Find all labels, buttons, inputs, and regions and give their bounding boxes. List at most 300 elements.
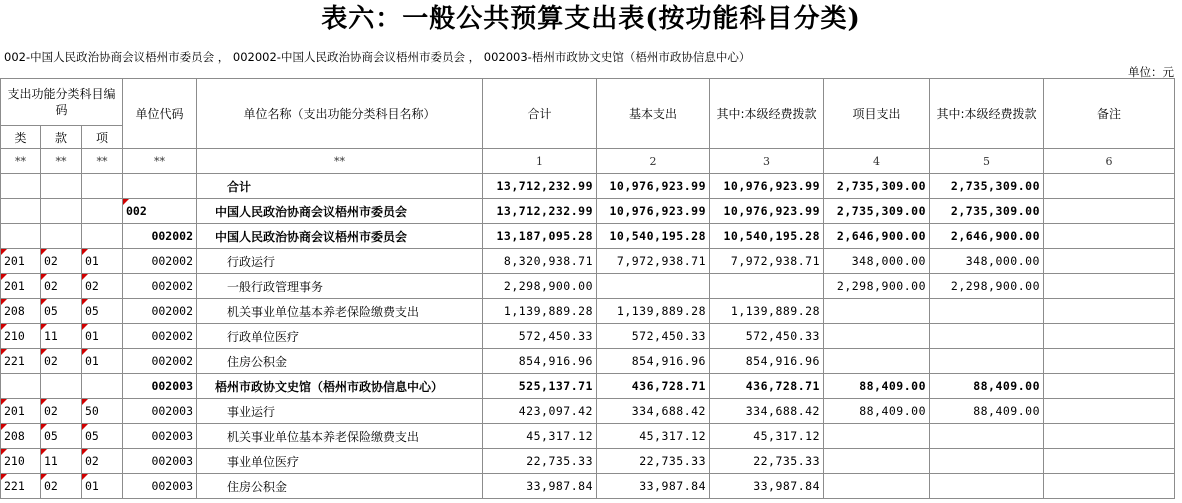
basic-own-cell [710, 449, 824, 474]
index-cell: ** [1, 149, 41, 174]
lei-cell [1, 374, 41, 399]
xiang-cell-text: 01 [85, 354, 99, 368]
xiang-cell-text: 02 [85, 454, 99, 468]
index-cell: 2 [597, 149, 710, 174]
lei-cell-text: 210 [4, 454, 25, 468]
basic-own-cell [710, 274, 824, 299]
kuan-cell-text: 02 [44, 354, 58, 368]
lei-cell [1, 324, 41, 349]
basic-own-cell-text: 10,976,923.99 [723, 179, 820, 193]
xiang-cell-text: 01 [85, 479, 99, 493]
table-row [1, 324, 1175, 349]
project-header: 项目支出 [824, 79, 930, 149]
kuan-cell-text: 02 [44, 279, 58, 293]
kuan-cell-text: 11 [44, 329, 58, 343]
unit-name-cell-text: 住房公积金 [227, 354, 288, 369]
unit-code-cell [123, 274, 197, 299]
basic-own-cell-text: 10,976,923.99 [723, 204, 820, 218]
index-cell: ** [197, 149, 483, 174]
comment-marker-icon [82, 449, 88, 455]
project-cell-text: 348,000.00 [851, 254, 926, 268]
basic-own-cell [710, 349, 824, 374]
project-cell-text: 88,409.00 [859, 379, 926, 393]
unit-name-cell [197, 399, 483, 424]
comment-marker-icon [41, 474, 47, 480]
project-cell [824, 274, 930, 299]
note-cell [1044, 474, 1175, 499]
total-cell-text: 525,137.71 [518, 379, 593, 393]
basic-cell [597, 299, 710, 324]
xiang-cell [82, 449, 123, 474]
note-cell [1044, 324, 1175, 349]
basic-cell-text: 10,976,923.99 [609, 179, 706, 193]
comment-marker-icon [1, 249, 7, 255]
table-row [1, 424, 1175, 449]
unit-code-cell [123, 399, 197, 424]
total-cell-text: 2,298,900.00 [503, 279, 593, 293]
comment-marker-icon [41, 449, 47, 455]
basic-cell-text: 10,540,195.28 [609, 229, 706, 243]
basic-cell-text: 7,972,938.71 [616, 254, 706, 268]
unit-name-cell-text: 行政运行 [227, 254, 276, 269]
note-cell [1044, 274, 1175, 299]
table-row [1, 224, 1175, 249]
project-cell-text: 2,646,900.00 [836, 229, 926, 243]
unit-name-cell [197, 424, 483, 449]
basic-cell [597, 424, 710, 449]
project-cell [824, 349, 930, 374]
unit-name-header: 单位名称（支出功能分类科目名称） [197, 79, 483, 149]
xiang-cell [82, 374, 123, 399]
project-own-cell-text: 88,409.00 [973, 379, 1040, 393]
comment-marker-icon [123, 199, 129, 205]
kuan-cell [41, 424, 82, 449]
lei-cell-text: 210 [4, 329, 25, 343]
table-row [1, 299, 1175, 324]
lei-cell-text: 201 [4, 254, 25, 268]
table-row [1, 349, 1175, 374]
unit-code-cell-text: 002002 [151, 254, 193, 268]
comment-marker-icon [1, 299, 7, 305]
comment-marker-icon [41, 349, 47, 355]
lei-cell [1, 474, 41, 499]
basic-own-cell-text: 10,540,195.28 [723, 229, 820, 243]
project-own-cell [930, 324, 1044, 349]
basic-own-cell [710, 374, 824, 399]
basic-own-cell-text: 436,728.71 [745, 379, 820, 393]
comment-marker-icon [82, 349, 88, 355]
basic-own-cell [710, 399, 824, 424]
total-cell [483, 474, 597, 499]
total-cell-text: 33,987.84 [526, 479, 593, 493]
kuan-cell-text: 11 [44, 454, 58, 468]
total-cell [483, 424, 597, 449]
total-cell-text: 13,712,232.99 [496, 179, 593, 193]
lei-cell-text: 221 [4, 479, 25, 493]
comment-marker-icon [82, 299, 88, 305]
total-cell [483, 374, 597, 399]
kuan-cell-text: 05 [44, 304, 58, 318]
basic-own-cell [710, 424, 824, 449]
unit-code-cell-text: 002003 [151, 429, 193, 443]
lei-cell [1, 274, 41, 299]
unit-code-header: 单位代码 [123, 79, 197, 149]
lei-header: 类 [1, 126, 41, 149]
project-own-cell [930, 374, 1044, 399]
xiang-cell [82, 399, 123, 424]
total-cell [483, 324, 597, 349]
project-own-cell [930, 474, 1044, 499]
unit-name-cell-text: 合计 [227, 179, 252, 194]
total-cell [483, 299, 597, 324]
basic-cell-text: 436,728.71 [631, 379, 706, 393]
lei-cell-text: 201 [4, 279, 25, 293]
unit-name-cell [197, 199, 483, 224]
unit-code-cell-text: 002002 [151, 279, 193, 293]
project-own-cell-text: 88,409.00 [973, 404, 1040, 418]
project-own-cell [930, 274, 1044, 299]
table-row [1, 449, 1175, 474]
index-row [1, 149, 1175, 174]
basic-cell-text: 33,987.84 [639, 479, 706, 493]
basic-own-cell-text: 572,450.33 [745, 329, 820, 343]
total-cell [483, 399, 597, 424]
note-cell [1044, 174, 1175, 199]
xiang-header: 项 [82, 126, 123, 149]
project-own-cell-text: 2,735,309.00 [950, 179, 1040, 193]
table-row [1, 249, 1175, 274]
lei-cell [1, 349, 41, 374]
unit-name-cell-text: 机关事业单位基本养老保险缴费支出 [227, 429, 420, 444]
total-cell-text: 572,450.33 [518, 329, 593, 343]
index-cell: 1 [483, 149, 597, 174]
unit-code-cell-text: 002003 [151, 454, 193, 468]
unit-name-cell [197, 174, 483, 199]
unit-code-cell [123, 374, 197, 399]
basic-cell [597, 349, 710, 374]
table-row [1, 274, 1175, 299]
unit-name-cell-text: 梧州市政协文史馆（梧州市政协信息中心） [215, 379, 444, 394]
comment-marker-icon [41, 324, 47, 330]
kuan-header: 款 [41, 126, 82, 149]
total-cell-text: 1,139,889.28 [503, 304, 593, 318]
basic-own-cell [710, 224, 824, 249]
basic-header: 基本支出 [597, 79, 710, 149]
total-header: 合计 [483, 79, 597, 149]
unit-code-cell [123, 324, 197, 349]
basic-cell-text: 45,317.12 [639, 429, 706, 443]
project-own-cell [930, 349, 1044, 374]
basic-own-cell [710, 174, 824, 199]
index-cell: ** [123, 149, 197, 174]
project-cell-text: 88,409.00 [859, 404, 926, 418]
total-cell [483, 349, 597, 374]
xiang-cell [82, 224, 123, 249]
unit-name-cell [197, 349, 483, 374]
basic-cell [597, 399, 710, 424]
unit-code-cell [123, 224, 197, 249]
lei-cell [1, 199, 41, 224]
budget-table [0, 78, 1175, 499]
basic-cell [597, 324, 710, 349]
basic-cell [597, 224, 710, 249]
note-cell [1044, 424, 1175, 449]
note-cell [1044, 249, 1175, 274]
lei-cell-text: 201 [4, 404, 25, 418]
report-title: 表六：一般公共预算支出表(按功能科目分类) [321, 4, 861, 34]
index-cell: ** [82, 149, 123, 174]
xiang-cell-text: 01 [85, 254, 99, 268]
comment-marker-icon [41, 274, 47, 280]
xiang-cell [82, 274, 123, 299]
basic-own-cell-text: 334,688.42 [745, 404, 820, 418]
basic-cell [597, 449, 710, 474]
unit-name-cell [197, 224, 483, 249]
project-own-cell [930, 224, 1044, 249]
comment-marker-icon [1, 424, 7, 430]
project-cell [824, 474, 930, 499]
basic-own-cell-text: 22,735.33 [753, 454, 820, 468]
project-cell [824, 224, 930, 249]
lei-cell [1, 299, 41, 324]
kuan-cell [41, 174, 82, 199]
table-row [1, 199, 1175, 224]
comment-marker-icon [82, 324, 88, 330]
note-cell [1044, 349, 1175, 374]
kuan-cell [41, 374, 82, 399]
xiang-cell-text: 50 [85, 404, 99, 418]
func-code-header: 支出功能分类科目编码 [1, 79, 123, 126]
lei-cell-text: 208 [4, 429, 25, 443]
unit-name-cell-text: 行政单位医疗 [227, 329, 300, 344]
basic-cell [597, 474, 710, 499]
total-cell-text: 45,317.12 [526, 429, 593, 443]
xiang-cell-text: 05 [85, 429, 99, 443]
kuan-cell [41, 299, 82, 324]
lei-cell-text: 208 [4, 304, 25, 318]
project-cell-text: 2,735,309.00 [836, 179, 926, 193]
unit-scope-line: 002-中国人民政治协商会议梧州市委员会 ， 002002-中国人民政治协商会议梧州市委员会 ， 002003-梧州市政协文史馆（梧州市政协信息中心） [4, 50, 751, 64]
currency-unit-label: 单位：元 [1128, 65, 1174, 79]
index-cell: ** [41, 149, 82, 174]
unit-code-cell [123, 249, 197, 274]
unit-code-cell [123, 174, 197, 199]
unit-code-cell-text: 002003 [151, 404, 193, 418]
unit-code-cell [123, 474, 197, 499]
unit-code-cell-text: 002 [126, 204, 147, 218]
project-own-header: 其中:本级经费拨款 [930, 79, 1044, 149]
kuan-cell [41, 224, 82, 249]
kuan-cell [41, 349, 82, 374]
basic-cell-text: 854,916.96 [631, 354, 706, 368]
project-own-cell [930, 449, 1044, 474]
comment-marker-icon [41, 424, 47, 430]
unit-name-cell [197, 474, 483, 499]
unit-code-cell-text: 002003 [151, 379, 193, 393]
project-cell [824, 199, 930, 224]
total-cell [483, 274, 597, 299]
comment-marker-icon [1, 399, 7, 405]
unit-code-cell-text: 002002 [151, 354, 193, 368]
project-cell [824, 324, 930, 349]
kuan-cell [41, 399, 82, 424]
basic-cell-text: 1,139,889.28 [616, 304, 706, 318]
project-own-cell [930, 424, 1044, 449]
unit-code-cell [123, 199, 197, 224]
total-cell [483, 449, 597, 474]
xiang-cell [82, 324, 123, 349]
unit-name-cell [197, 249, 483, 274]
xiang-cell [82, 174, 123, 199]
total-cell-text: 854,916.96 [518, 354, 593, 368]
unit-code-cell [123, 424, 197, 449]
comment-marker-icon [1, 274, 7, 280]
kuan-cell-text: 02 [44, 479, 58, 493]
project-cell [824, 399, 930, 424]
comment-marker-icon [82, 249, 88, 255]
unit-name-cell-text: 一般行政管理事务 [227, 279, 324, 294]
basic-own-cell-text: 1,139,889.28 [730, 304, 820, 318]
note-header: 备注 [1044, 79, 1175, 149]
kuan-cell [41, 324, 82, 349]
basic-own-cell-text: 7,972,938.71 [730, 254, 820, 268]
basic-own-cell [710, 324, 824, 349]
total-cell-text: 13,712,232.99 [496, 204, 593, 218]
project-cell [824, 449, 930, 474]
comment-marker-icon [82, 399, 88, 405]
lei-cell [1, 174, 41, 199]
kuan-cell-text: 02 [44, 404, 58, 418]
unit-name-cell-text: 机关事业单位基本养老保险缴费支出 [227, 304, 420, 319]
unit-name-cell-text: 中国人民政治协商会议梧州市委员会 [215, 229, 408, 244]
unit-name-cell [197, 324, 483, 349]
xiang-cell [82, 199, 123, 224]
basic-own-cell-text: 45,317.12 [753, 429, 820, 443]
basic-cell [597, 274, 710, 299]
total-cell-text: 13,187,095.28 [496, 229, 593, 243]
lei-cell [1, 424, 41, 449]
xiang-cell [82, 424, 123, 449]
lei-cell [1, 449, 41, 474]
project-cell [824, 299, 930, 324]
unit-name-cell-text: 中国人民政治协商会议梧州市委员会 [215, 204, 408, 219]
comment-marker-icon [1, 449, 7, 455]
project-own-cell [930, 174, 1044, 199]
project-own-cell-text: 348,000.00 [965, 254, 1040, 268]
note-cell [1044, 199, 1175, 224]
index-cell: 5 [930, 149, 1044, 174]
basic-cell [597, 174, 710, 199]
note-cell [1044, 299, 1175, 324]
unit-name-cell-text: 事业单位医疗 [227, 454, 300, 469]
comment-marker-icon [1, 349, 7, 355]
lei-cell [1, 249, 41, 274]
xiang-cell [82, 299, 123, 324]
xiang-cell-text: 02 [85, 279, 99, 293]
note-cell [1044, 449, 1175, 474]
unit-code-cell [123, 349, 197, 374]
basic-own-header: 其中:本级经费拨款 [710, 79, 824, 149]
basic-cell-text: 572,450.33 [631, 329, 706, 343]
basic-cell-text: 334,688.42 [631, 404, 706, 418]
kuan-cell-text: 02 [44, 254, 58, 268]
unit-name-cell [197, 274, 483, 299]
kuan-cell [41, 449, 82, 474]
xiang-cell [82, 474, 123, 499]
project-own-cell [930, 299, 1044, 324]
kuan-cell-text: 05 [44, 429, 58, 443]
project-own-cell [930, 199, 1044, 224]
unit-code-cell-text: 002003 [151, 479, 193, 493]
comment-marker-icon [82, 474, 88, 480]
unit-code-cell-text: 002002 [151, 304, 193, 318]
unit-name-cell [197, 449, 483, 474]
header-row-1 [1, 79, 1175, 126]
total-cell-text: 423,097.42 [518, 404, 593, 418]
kuan-cell [41, 199, 82, 224]
basic-own-cell-text: 33,987.84 [753, 479, 820, 493]
total-cell-text: 8,320,938.71 [503, 254, 593, 268]
basic-own-cell [710, 299, 824, 324]
project-own-cell [930, 399, 1044, 424]
basic-own-cell-text: 854,916.96 [745, 354, 820, 368]
basic-cell-text: 22,735.33 [639, 454, 706, 468]
total-cell [483, 199, 597, 224]
basic-cell [597, 374, 710, 399]
lei-cell-text: 221 [4, 354, 25, 368]
table-row [1, 399, 1175, 424]
unit-code-cell [123, 449, 197, 474]
kuan-cell [41, 474, 82, 499]
project-own-cell-text: 2,646,900.00 [950, 229, 1040, 243]
total-cell-text: 22,735.33 [526, 454, 593, 468]
comment-marker-icon [82, 424, 88, 430]
project-own-cell-text: 2,298,900.00 [950, 279, 1040, 293]
basic-own-cell [710, 199, 824, 224]
lei-cell [1, 224, 41, 249]
project-cell-text: 2,298,900.00 [836, 279, 926, 293]
total-cell [483, 224, 597, 249]
basic-cell [597, 199, 710, 224]
comment-marker-icon [1, 324, 7, 330]
basic-cell-text: 10,976,923.99 [609, 204, 706, 218]
basic-cell [597, 249, 710, 274]
unit-code-cell-text: 002002 [151, 329, 193, 343]
kuan-cell [41, 249, 82, 274]
comment-marker-icon [41, 249, 47, 255]
kuan-cell [41, 274, 82, 299]
xiang-cell-text: 01 [85, 329, 99, 343]
table-row [1, 474, 1175, 499]
comment-marker-icon [1, 474, 7, 480]
index-cell: 3 [710, 149, 824, 174]
table-row [1, 374, 1175, 399]
table-row [1, 174, 1175, 199]
unit-name-cell-text: 住房公积金 [227, 479, 288, 494]
unit-code-cell-text: 002002 [151, 229, 193, 243]
comment-marker-icon [82, 274, 88, 280]
index-cell: 6 [1044, 149, 1175, 174]
total-cell [483, 249, 597, 274]
unit-name-cell [197, 374, 483, 399]
note-cell [1044, 399, 1175, 424]
project-cell [824, 249, 930, 274]
project-cell [824, 174, 930, 199]
unit-name-cell-text: 事业运行 [227, 404, 276, 419]
index-cell: 4 [824, 149, 930, 174]
project-cell-text: 2,735,309.00 [836, 204, 926, 218]
project-cell [824, 424, 930, 449]
